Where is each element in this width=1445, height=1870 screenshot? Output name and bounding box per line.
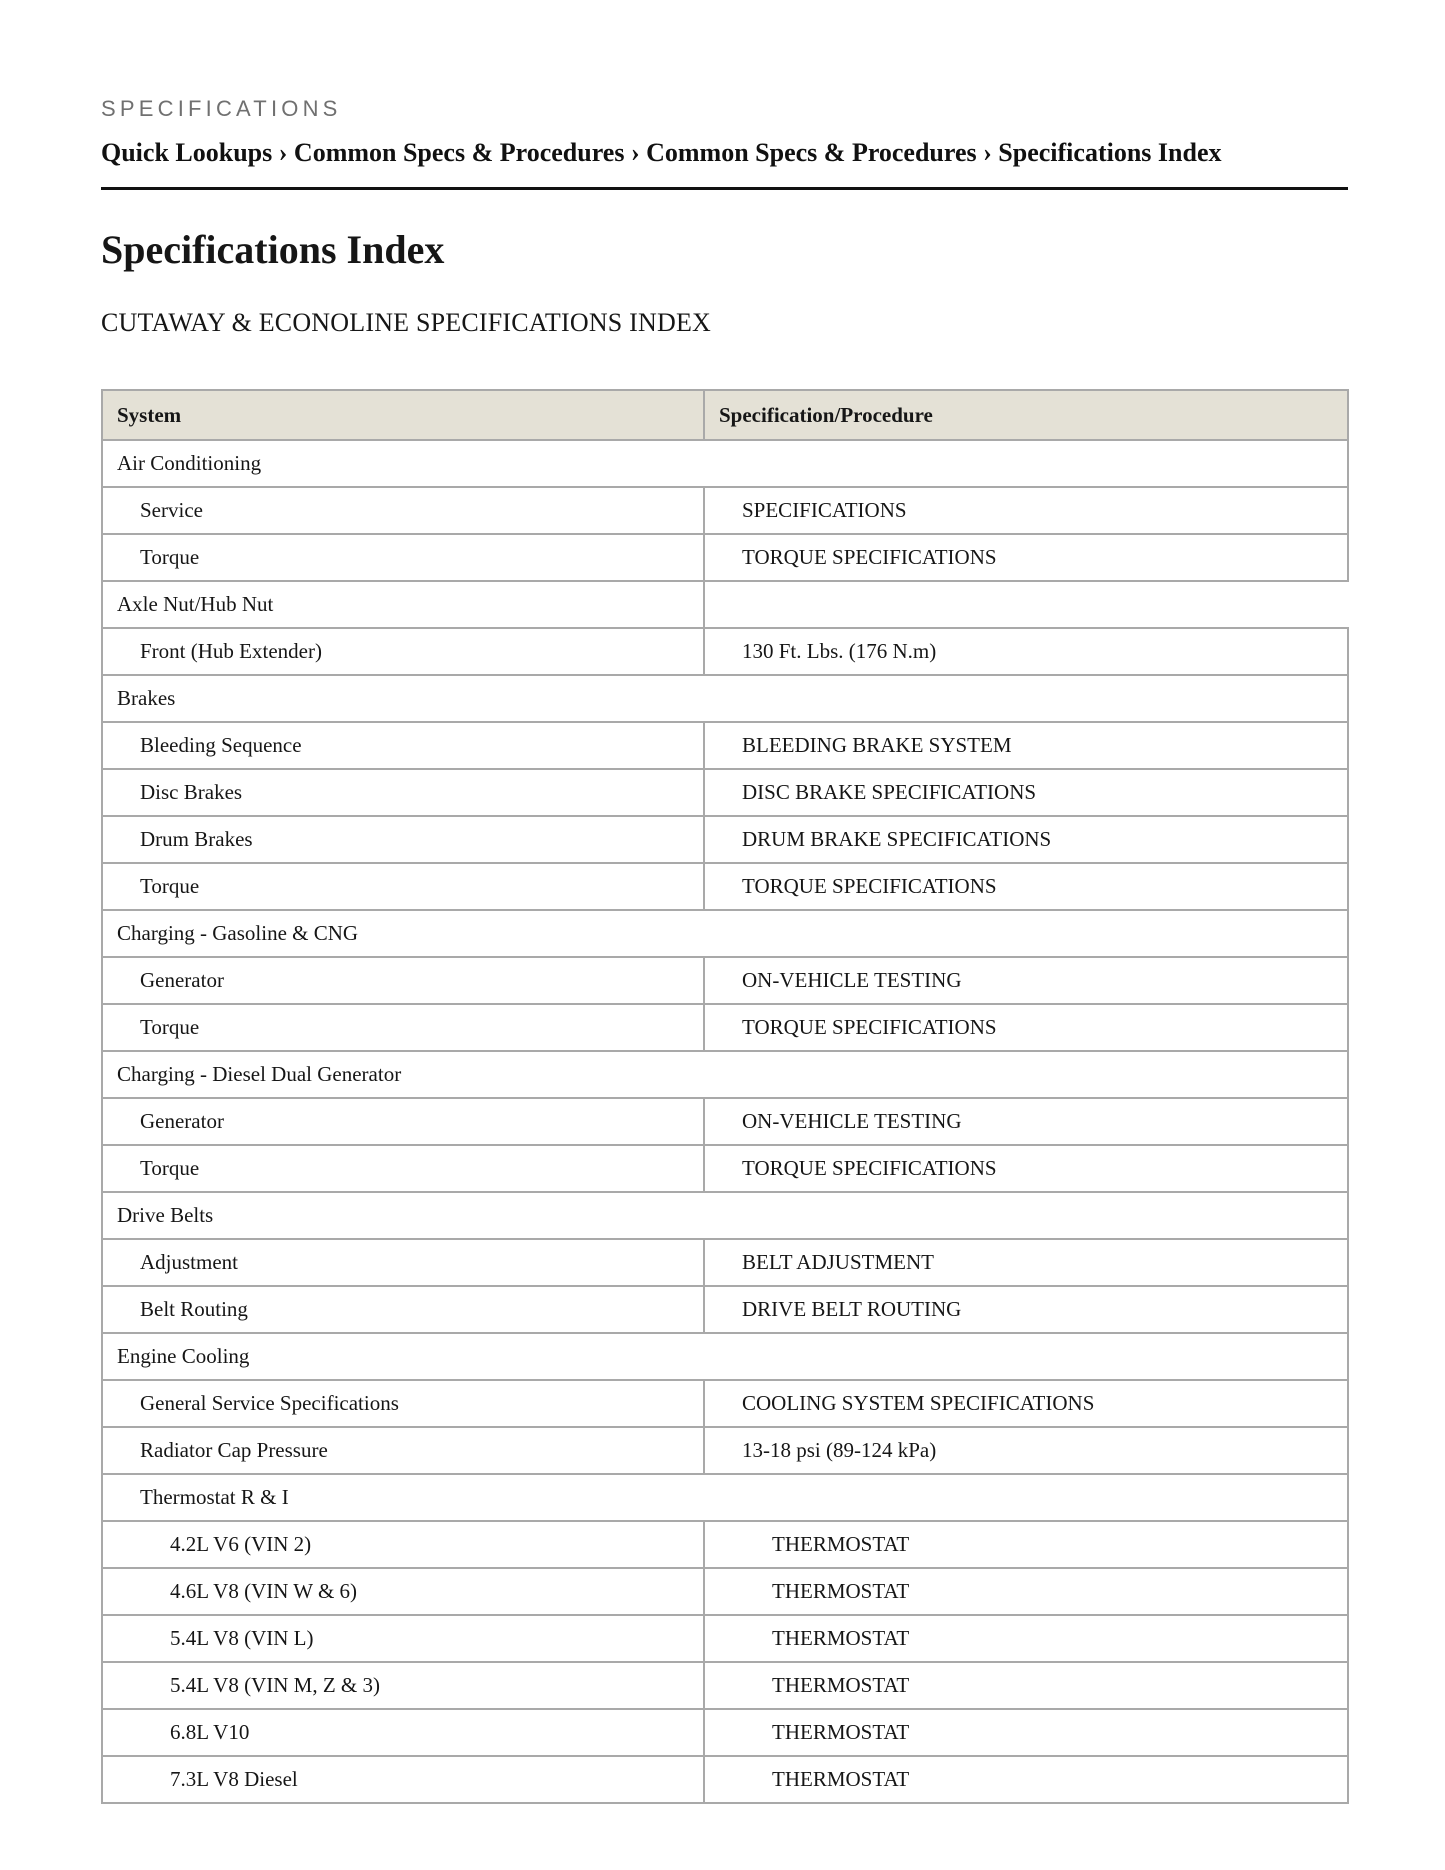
breadcrumb-item-quick-lookups[interactable]: Quick Lookups <box>101 138 273 167</box>
breadcrumb <box>101 138 1348 168</box>
system-cell: Generator <box>102 1098 704 1145</box>
system-cell: Adjustment <box>102 1239 704 1286</box>
section-eyebrow: SPECIFICATIONS <box>101 96 342 121</box>
table-row <box>102 1192 1348 1239</box>
system-cell: Bleeding Sequence <box>102 722 704 769</box>
table-row <box>102 675 1348 722</box>
system-cell: Generator <box>102 957 704 1004</box>
system-cell: Engine Cooling <box>102 1333 1348 1380</box>
system-cell: Torque <box>102 1145 704 1192</box>
spec-cell[interactable]: THERMOSTAT <box>704 1521 1348 1568</box>
table-row <box>102 440 1348 487</box>
breadcrumb-separator: › <box>278 138 288 167</box>
table-row <box>102 1709 1348 1756</box>
spec-cell[interactable]: TORQUE SPECIFICATIONS <box>704 534 1348 581</box>
system-cell: Belt Routing <box>102 1286 704 1333</box>
system-cell: Front (Hub Extender) <box>102 628 704 675</box>
table-row <box>102 1333 1348 1380</box>
system-cell: General Service Specifications <box>102 1380 704 1427</box>
table-row <box>102 1286 1348 1333</box>
system-cell: Disc Brakes <box>102 769 704 816</box>
system-cell: Charging - Diesel Dual Generator <box>102 1051 1348 1098</box>
table-row <box>102 487 1348 534</box>
breadcrumb-item-current: Specifications Index <box>998 138 1222 167</box>
table-row <box>102 1521 1348 1568</box>
spec-cell[interactable]: BLEEDING BRAKE SYSTEM <box>704 722 1348 769</box>
table-header-row <box>102 390 1348 440</box>
system-cell: 7.3L V8 Diesel <box>102 1756 704 1803</box>
spec-cell[interactable]: BELT ADJUSTMENT <box>704 1239 1348 1286</box>
system-cell: Torque <box>102 863 704 910</box>
spec-cell <box>704 581 1348 628</box>
specifications-table <box>101 389 1349 1804</box>
table-row <box>102 1145 1348 1192</box>
system-cell: Torque <box>102 1004 704 1051</box>
spec-cell[interactable]: DRUM BRAKE SPECIFICATIONS <box>704 816 1348 863</box>
spec-cell[interactable]: TORQUE SPECIFICATIONS <box>704 1004 1348 1051</box>
table-row <box>102 957 1348 1004</box>
table-row <box>102 1474 1348 1521</box>
system-cell: Axle Nut/Hub Nut <box>102 581 704 628</box>
system-cell: Radiator Cap Pressure <box>102 1427 704 1474</box>
spec-cell[interactable]: TORQUE SPECIFICATIONS <box>704 1145 1348 1192</box>
table-row <box>102 534 1348 581</box>
system-cell: Service <box>102 487 704 534</box>
spec-cell[interactable]: TORQUE SPECIFICATIONS <box>704 863 1348 910</box>
table-row <box>102 722 1348 769</box>
table-row <box>102 581 1348 628</box>
table-row <box>102 769 1348 816</box>
system-cell: 5.4L V8 (VIN L) <box>102 1615 704 1662</box>
table-row <box>102 1380 1348 1427</box>
table-row <box>102 1427 1348 1474</box>
system-cell: 6.8L V10 <box>102 1709 704 1756</box>
table-row <box>102 816 1348 863</box>
system-cell: Charging - Gasoline & CNG <box>102 910 1348 957</box>
spec-cell[interactable]: THERMOSTAT <box>704 1662 1348 1709</box>
table-body <box>102 440 1348 1803</box>
system-cell: Thermostat R & I <box>102 1474 1348 1521</box>
spec-cell[interactable]: SPECIFICATIONS <box>704 487 1348 534</box>
spec-cell[interactable]: 13-18 psi (89-124 kPa) <box>704 1427 1348 1474</box>
column-header-spec: Specification/Procedure <box>704 390 1348 440</box>
spec-cell[interactable]: THERMOSTAT <box>704 1568 1348 1615</box>
system-cell: 4.6L V8 (VIN W & 6) <box>102 1568 704 1615</box>
system-cell: 5.4L V8 (VIN M, Z & 3) <box>102 1662 704 1709</box>
spec-cell[interactable]: ON-VEHICLE TESTING <box>704 1098 1348 1145</box>
spec-cell[interactable]: THERMOSTAT <box>704 1709 1348 1756</box>
spec-cell[interactable]: THERMOSTAT <box>704 1756 1348 1803</box>
system-cell: 4.2L V6 (VIN 2) <box>102 1521 704 1568</box>
system-cell: Air Conditioning <box>102 440 1348 487</box>
spec-cell[interactable]: DISC BRAKE SPECIFICATIONS <box>704 769 1348 816</box>
system-cell: Torque <box>102 534 704 581</box>
header-divider <box>101 187 1348 190</box>
spec-cell[interactable]: DRIVE BELT ROUTING <box>704 1286 1348 1333</box>
table-row <box>102 1756 1348 1803</box>
spec-cell[interactable]: THERMOSTAT <box>704 1615 1348 1662</box>
spec-cell[interactable]: ON-VEHICLE TESTING <box>704 957 1348 1004</box>
page-title: Specifications Index <box>101 227 445 272</box>
page-subtitle: CUTAWAY & ECONOLINE SPECIFICATIONS INDEX <box>101 308 712 337</box>
column-header-system: System <box>102 390 704 440</box>
breadcrumb-separator: › <box>983 138 992 167</box>
table-row <box>102 1098 1348 1145</box>
breadcrumb-separator: › <box>630 138 640 167</box>
table-row <box>102 1568 1348 1615</box>
table-row <box>102 1615 1348 1662</box>
table-row <box>102 863 1348 910</box>
breadcrumb-item-common-specs-procedures[interactable]: Common Specs & Procedures <box>646 138 977 167</box>
table-row <box>102 1051 1348 1098</box>
spec-cell[interactable]: COOLING SYSTEM SPECIFICATIONS <box>704 1380 1348 1427</box>
table-row <box>102 628 1348 675</box>
table-row <box>102 910 1348 957</box>
breadcrumb-item-common-specs[interactable]: Common Specs & Procedures <box>293 138 625 167</box>
table-row <box>102 1662 1348 1709</box>
system-cell: Brakes <box>102 675 1348 722</box>
system-cell: Drive Belts <box>102 1192 1348 1239</box>
table-row <box>102 1239 1348 1286</box>
table-row <box>102 1004 1348 1051</box>
system-cell: Drum Brakes <box>102 816 704 863</box>
spec-cell[interactable]: 130 Ft. Lbs. (176 N.m) <box>704 628 1348 675</box>
